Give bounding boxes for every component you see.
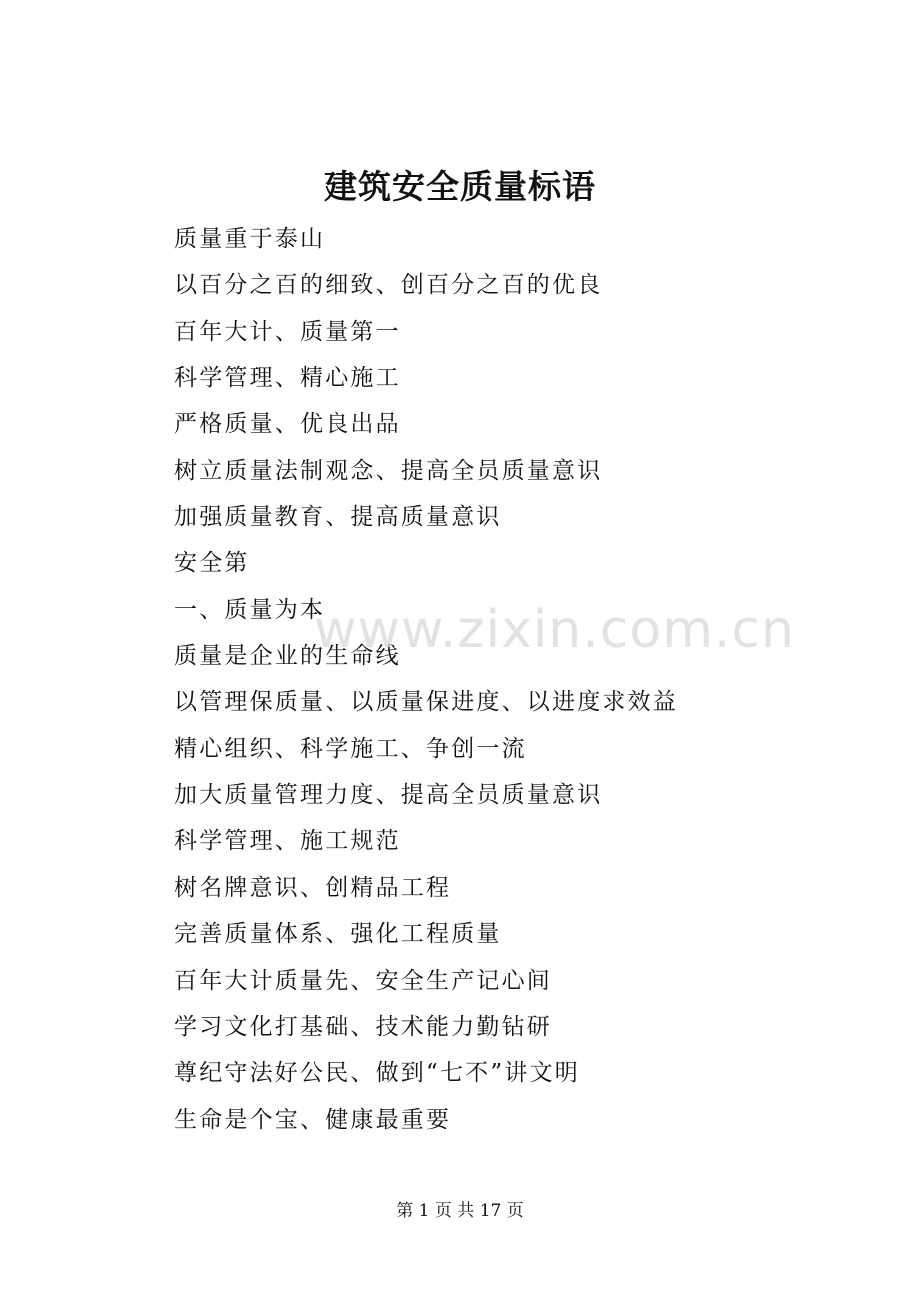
slogan-line: 质量是企业的生命线 — [174, 643, 401, 670]
slogan-line: 科学管理、精心施工 — [174, 365, 401, 392]
slogan-line: 完善质量体系、强化工程质量 — [174, 921, 502, 948]
document-title: 建筑安全质量标语 — [324, 167, 596, 206]
slogan-line: 安全第 — [174, 550, 250, 577]
page-footer: 第 1 页 共 17 页 — [396, 1201, 524, 1221]
slogan-line: 生命是个宝、健康最重要 — [174, 1106, 452, 1133]
slogan-line: 树名牌意识、创精品工程 — [174, 874, 452, 901]
slogan-line: 严格质量、优良出品 — [174, 411, 401, 438]
slogan-line: 以管理保质量、以质量保进度、以进度求效益 — [174, 689, 678, 716]
slogan-line: 以百分之百的细致、创百分之百的优良 — [174, 272, 603, 299]
slogan-line: 质量重于泰山 — [174, 226, 326, 252]
slogan-line: 科学管理、施工规范 — [174, 828, 401, 855]
slogan-line: 学习文化打基础、技术能力勤钻研 — [174, 1013, 552, 1040]
slogan-line: 精心组织、科学施工、争创一流 — [174, 735, 527, 762]
slogan-line: 百年大计质量先、安全生产记心间 — [174, 967, 552, 994]
watermark: www.zixin.com.cn — [314, 600, 795, 660]
slogan-line: 树立质量法制观念、提高全员质量意识 — [174, 457, 603, 484]
slogan-line: 加大质量管理力度、提高全员质量意识 — [174, 782, 603, 809]
slogan-line: 尊纪守法好公民、做到“七不”讲文明 — [174, 1060, 580, 1087]
slogan-line: 一、质量为本 — [174, 596, 326, 623]
slogan-line: 百年大计、质量第一 — [174, 318, 401, 345]
slogan-line: 加强质量教育、提高质量意识 — [174, 504, 502, 531]
slogan-list — [174, 221, 678, 1148]
